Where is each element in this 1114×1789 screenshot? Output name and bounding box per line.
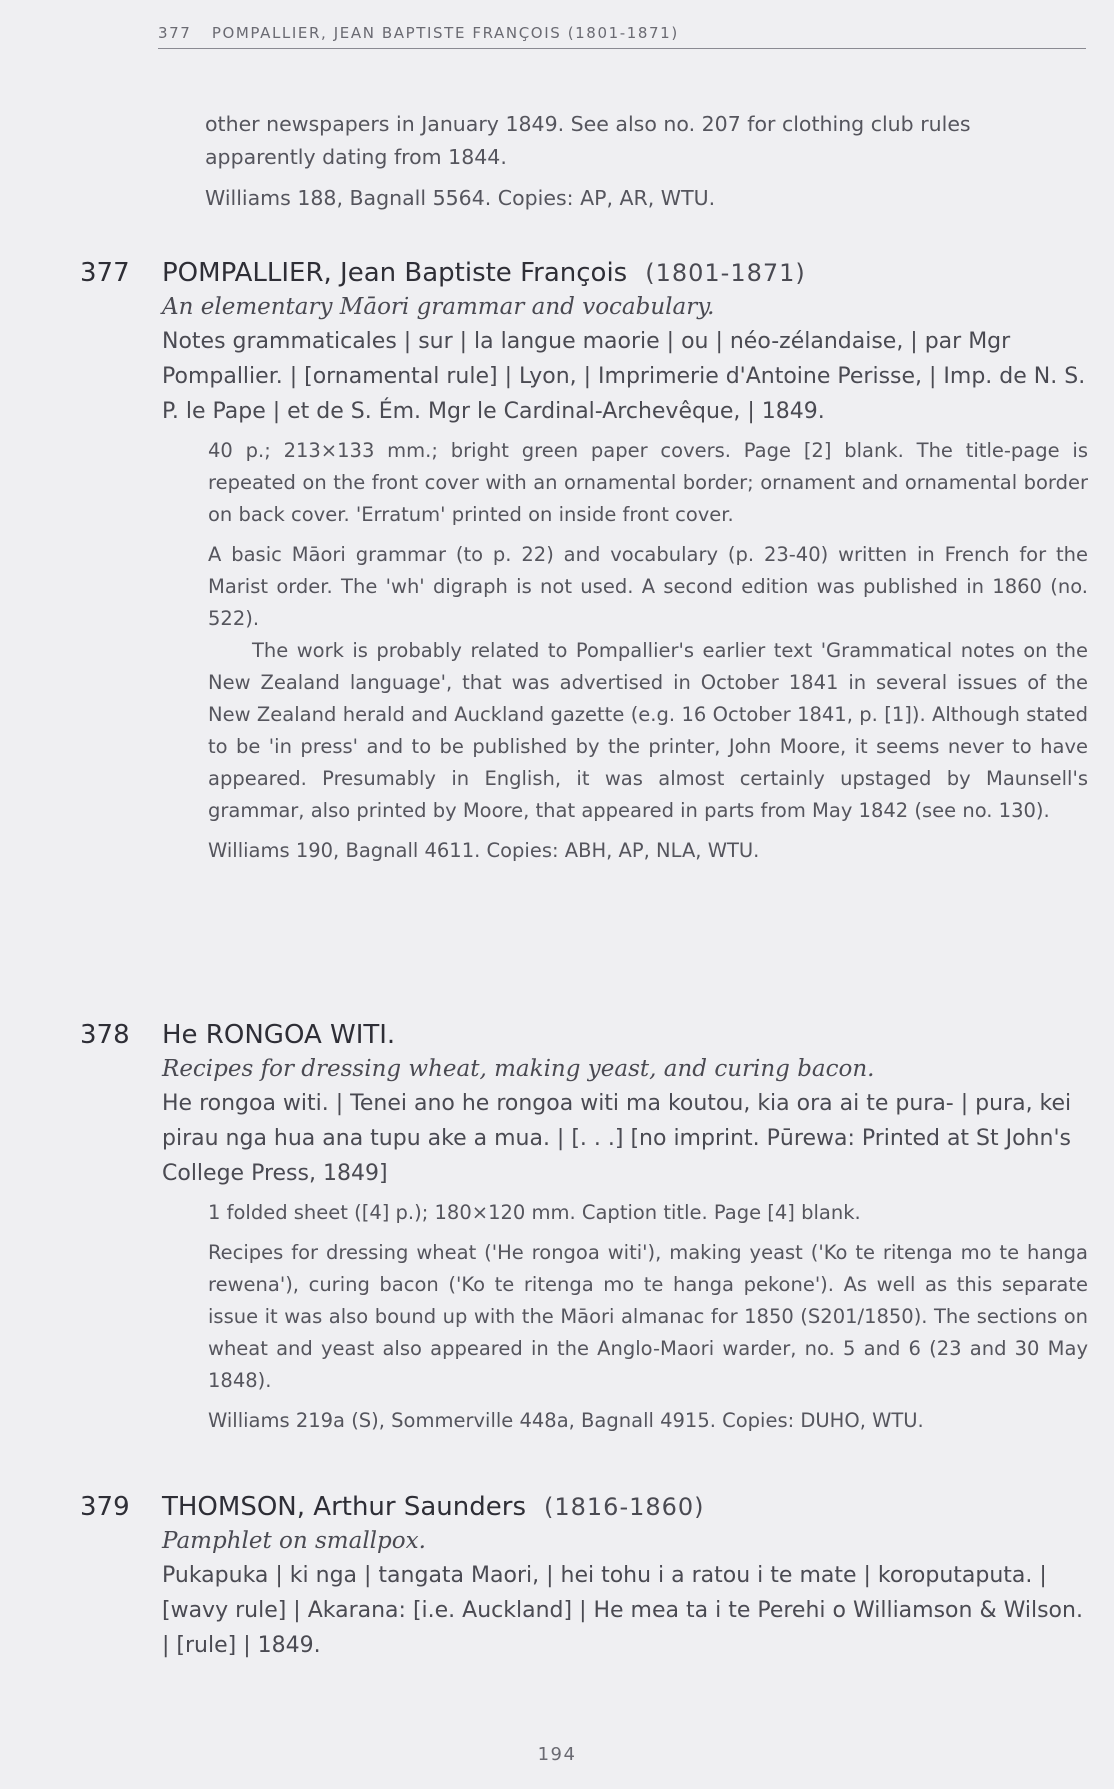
continued-paragraph: other newspapers in January 1849. See also no. 207 for clothing club rules apparently dating from 1844. xyxy=(205,112,971,169)
entry-number: 379 xyxy=(80,1492,130,1522)
running-head-number: 377 xyxy=(158,24,192,42)
entry-379 xyxy=(80,1492,1090,1663)
entry-author: THOMSON, Arthur Saunders xyxy=(162,1492,526,1522)
entry-dates: (1801-1871) xyxy=(645,259,806,287)
page-number: 194 xyxy=(537,1744,577,1765)
entry-subtitle: An elementary Māori grammar and vocabulary. xyxy=(162,294,715,320)
running-head-text: POMPALLIER, JEAN BAPTISTE FRANÇOIS (1801-1871) xyxy=(211,24,679,42)
entry-number: 377 xyxy=(80,258,130,288)
entry-author: POMPALLIER, Jean Baptiste François xyxy=(162,258,628,288)
entry-references: Williams 219a (S), Sommerville 448a, Bagnall 4915. Copies: DUHO, WTU. xyxy=(208,1409,924,1432)
entry-title: He RONGOA WITI. xyxy=(162,1020,396,1050)
entry-377 xyxy=(80,258,1090,867)
entry-heading xyxy=(80,258,1090,288)
continued-references: Williams 188, Bagnall 5564. Copies: AP, AR, WTU. xyxy=(205,186,716,210)
entry-body xyxy=(162,290,1088,867)
entry-heading xyxy=(80,1492,1090,1522)
running-head xyxy=(158,24,1086,49)
entry-378 xyxy=(80,1020,1090,1437)
title-transcription: Pukapuka | ki nga | tangata Maori, | hei tohu i a ratou i te mate | koroputaputa. | [wavy rule] | Akarana: [i.e. Auckland] | He mea ta i te Perehi o Williamson & Wilson. | [rule] | 1849. xyxy=(162,1563,1083,1658)
entry-references: Williams 190, Bagnall 4611. Copies: ABH, AP, NLA, WTU. xyxy=(208,839,760,862)
entry-notes xyxy=(208,1197,1088,1437)
entry-note: A basic Māori grammar (to p. 22) and vocabulary (p. 23-40) written in French for the Marist order. The 'wh' digraph is not used. A second edition was published in 1860 (no. 522). xyxy=(208,543,1088,630)
entry-note: The work is probably related to Pompallier's earlier text 'Grammatical notes on the New Zealand language', that was advertised in October 1841 in several issues of the New Zealand herald and Auckland gazette (e.g. 16 October 1841, p. [1]). Although stated to be 'in press' and to be published by the printer, John Moore, it seems never to have appeared. Presumably in English, it was almost certainly upstaged by Maunsell's grammar, also printed by Moore, that appeared in parts from May 1842 (see no. 130). xyxy=(208,639,1088,822)
entry-number: 378 xyxy=(80,1020,130,1050)
entry-body xyxy=(162,1052,1088,1437)
entry-subtitle: Recipes for dressing wheat, making yeast, and curing bacon. xyxy=(162,1056,875,1082)
entry-subtitle: Pamphlet on smallpox. xyxy=(162,1528,426,1554)
title-transcription: Notes grammaticales | sur | la langue maorie | ou | néo-zélandaise, | par Mgr Pompallier. | [ornamental rule] | Lyon, | Imprimerie d'Antoine Perisse, | Imp. de N. S. P. le Pape | et de S. Ém. Mgr le Cardinal-Archevêque, | 1849. xyxy=(162,329,1086,424)
title-transcription: He rongoa witi. | Tenei ano he rongoa witi ma koutou, kia ora ai te pura- | pura, kei pirau nga hua ana tupu ake a mua. | [. . .] [no imprint. Pūrewa: Printed at St John's College Press, 1849] xyxy=(162,1091,1072,1186)
physical-description: 1 folded sheet ([4] p.); 180×120 mm. Caption title. Page [4] blank. xyxy=(208,1201,861,1224)
continued-entry xyxy=(205,108,1085,215)
entry-notes xyxy=(208,435,1088,867)
entry-dates: (1816-1860) xyxy=(544,1493,705,1521)
physical-description: 40 p.; 213×133 mm.; bright green paper covers. Page [2] blank. The title-page is repeated on the front cover with an ornamental border; ornament and ornamental border on back cover. 'Erratum' printed on inside front cover. xyxy=(208,439,1088,526)
entry-heading xyxy=(80,1020,1090,1050)
entry-body xyxy=(162,1524,1088,1663)
entry-note: Recipes for dressing wheat ('He rongoa witi'), making yeast ('Ko te ritenga mo te hanga rewena'), curing bacon ('Ko te ritenga mo te hanga pekone'). As well as this separate issue it was also bound up with the Māori almanac for 1850 (S201/1850). The sections on wheat and yeast also appeared in the Anglo-Maori warder, no. 5 and 6 (23 and 30 May 1848). xyxy=(208,1241,1088,1392)
